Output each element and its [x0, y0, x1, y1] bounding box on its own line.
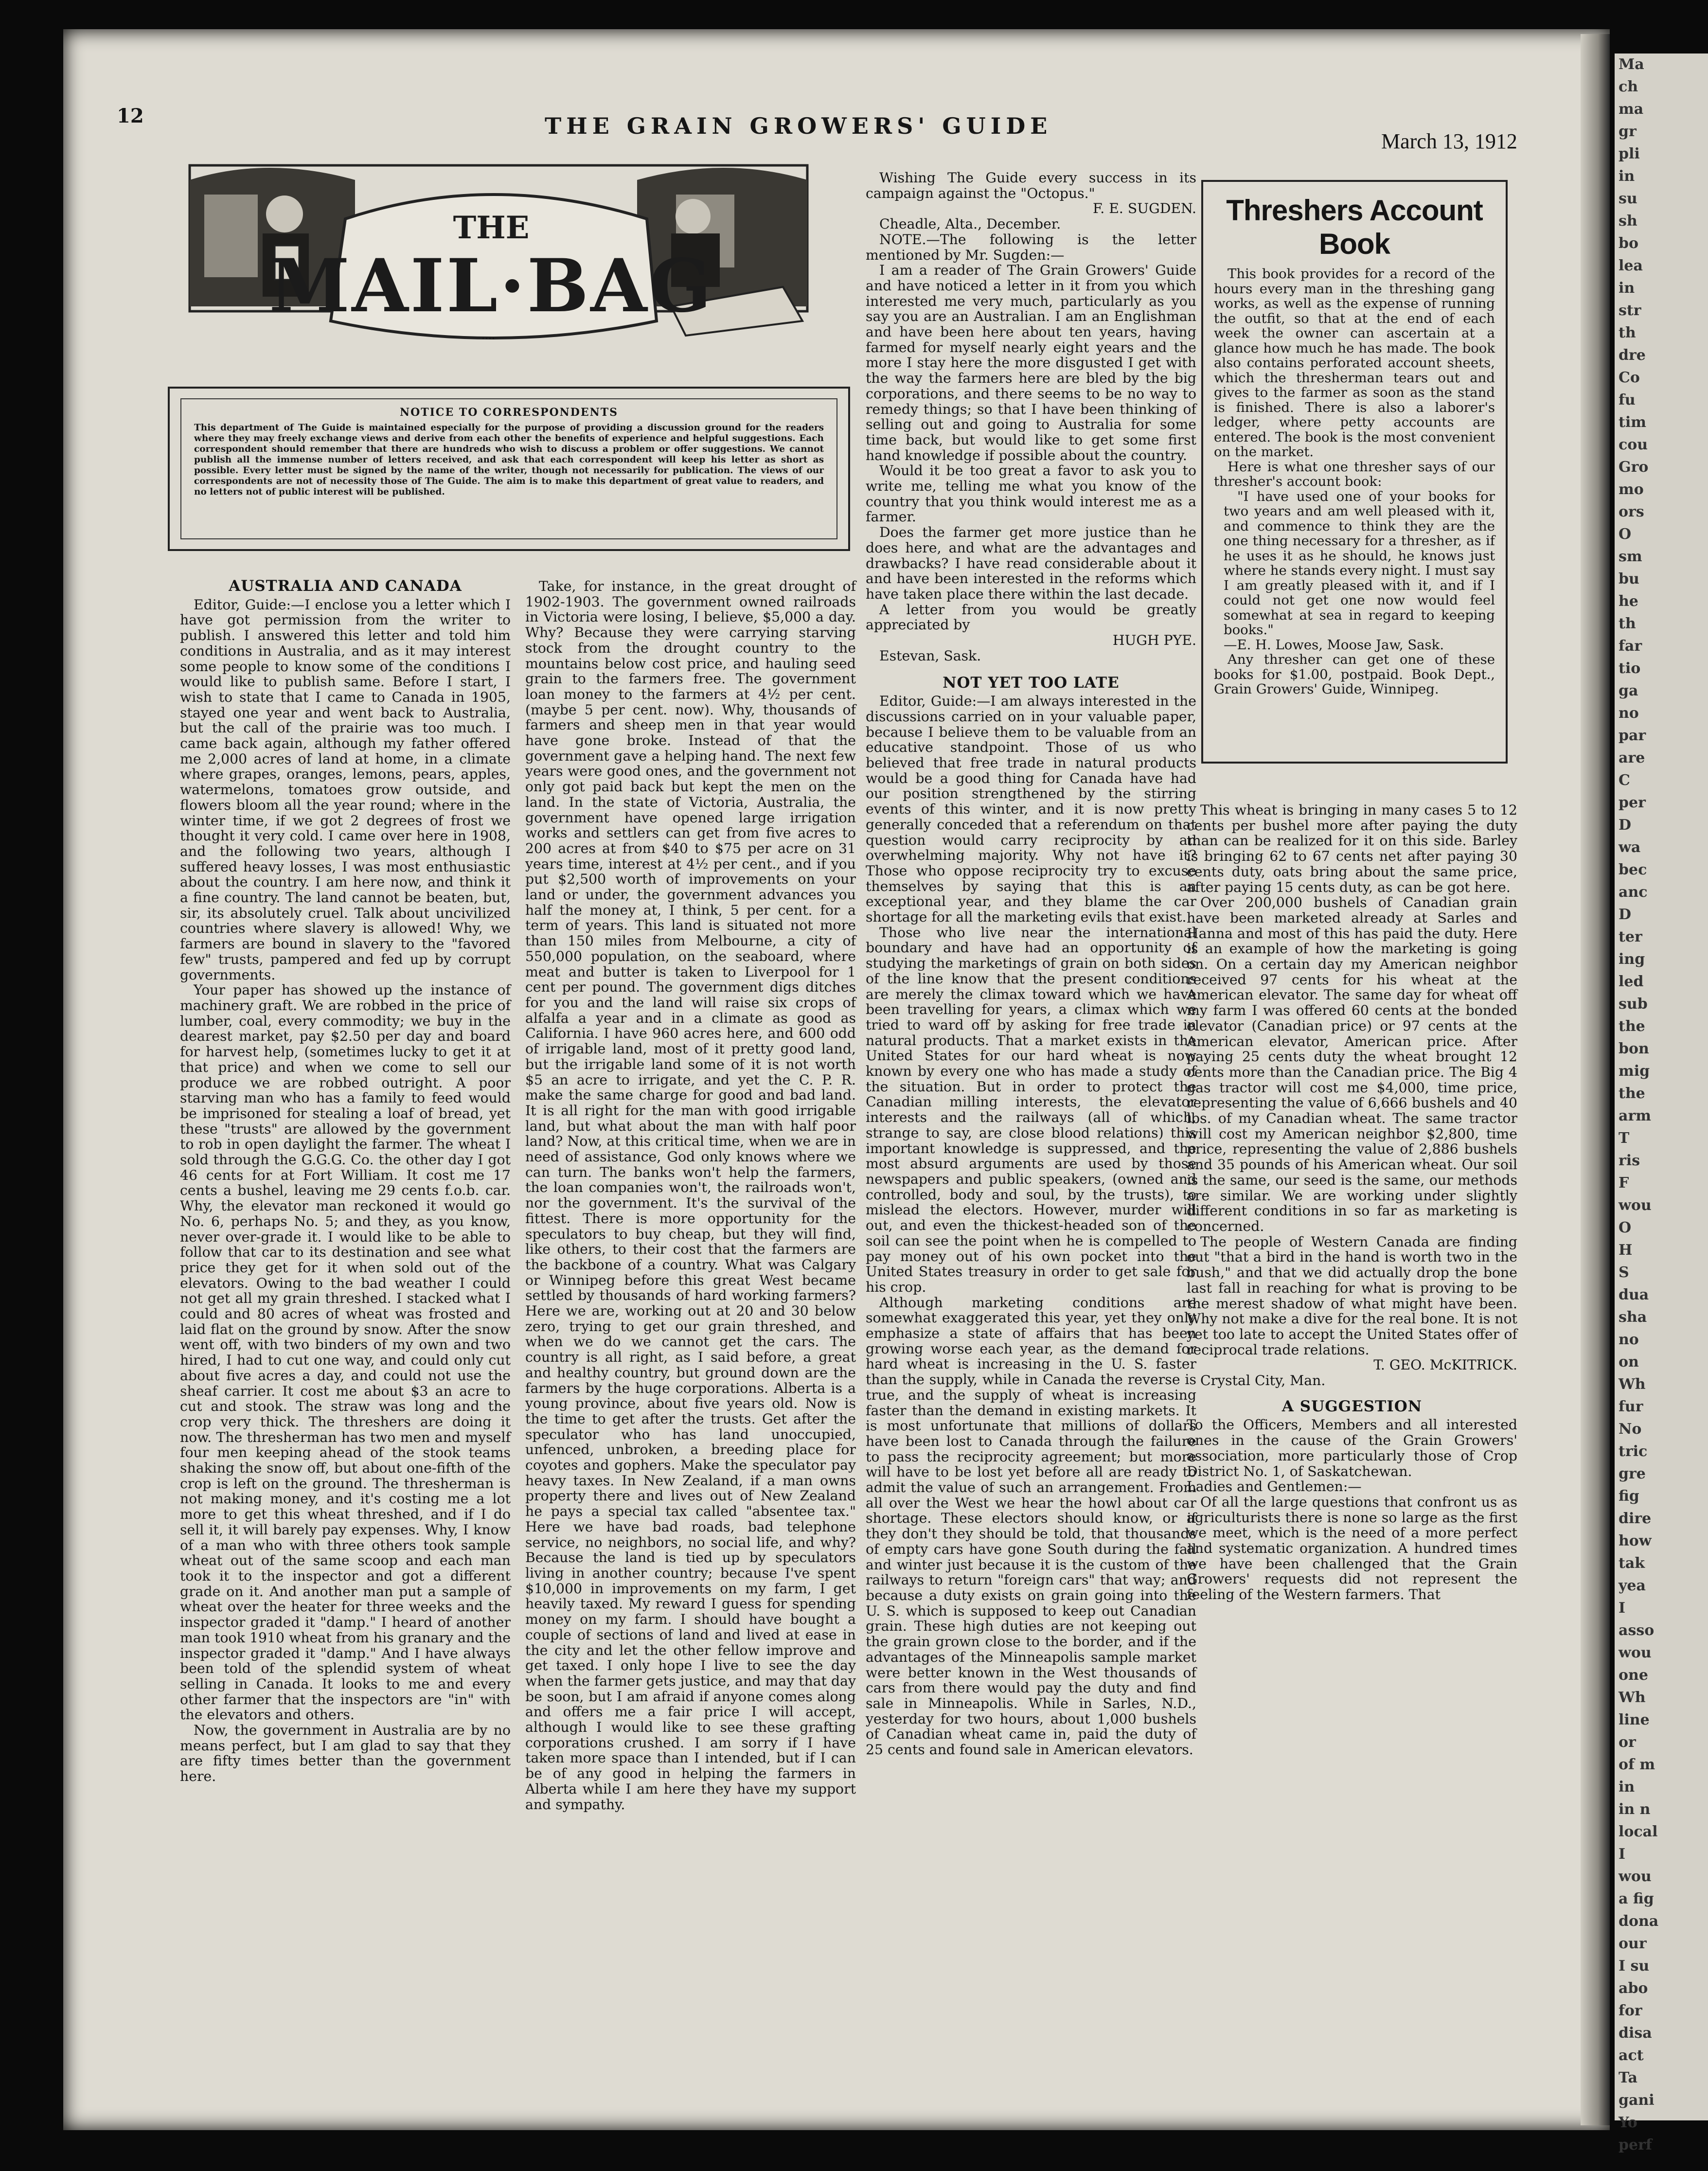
ad-testimonial: "I have used one of your books for two years and am well pleased with it, and commence to think they are the one thing necessary for a thresher, as if he uses it as he should, he knows just where he stands every night. I must say I am greatly pleased with it, and if I could not get one now would feel somewhat at sea in regard to keeping books."	[1224, 488, 1495, 638]
article-paragraph: Editor, Guide:—I am always interested in the discussions carried on in your valuable paper, because I believe them to be valuable from an educative standpoint. Those of us who believed that free trade in natural products would be a good thing for Canada have had our position strengthened by the stirring events of this winter, and it is now pretty generally conceded that a referendum on that question would carry reciprocity by an overwhelming majority. Why not have it? Those who oppose reciprocity try to excuse themselves by saying that this is an exceptional year, and they blame the car shortage for all the marketing evils that exist.	[866, 693, 1196, 925]
notice-text: This department of The Guide is maintained especially for the purpose of providing a discussion ground for the readers where they may freely exchange views and derive from each other the benefits of experience and helpful suggestions. Each correspondent should remember that there are hundreds who wish to discuss a problem or offer suggestions. We cannot publish all the immense number of letters received, and ask that each correspondent will keep his letter as short as possible. Every letter must be signed by the name of the writer, though not necessarily for publication. The views of our correspondents are not of necessity those of The Guide. The aim is to make this department of great value to readers, and no letters not of public interest will be published.	[194, 423, 824, 497]
suggestion-salutation: To the Officers, Members and all interested ones in the cause of the Grain Growers' association, more particularly those of Crop District No. 1, of Saskatchewan.	[1187, 1417, 1517, 1479]
article-paragraph: Wishing The Guide every success in its campaign against the "Octopus."	[866, 170, 1196, 201]
notice-heading: NOTICE TO CORRESPONDENTS	[400, 406, 618, 419]
column-3	[866, 170, 1196, 1758]
article-paragraph: Editor, Guide:—I enclose you a letter which I have got permission from the writer to publish. I answered this letter and told him conditions in Australia, and as it may interest some people to know some of the conditions I would like to publish same. Before I start, I wish to state that I came to Canada in 1905, stayed one year and went back to Australia, but the call of the prairie was too much. I came back again, although my father offered me 2,000 acres of land at home, in a climate where grapes, oranges, lemons, pears, apples, watermelons, tomatoes grow outside, and flowers bloom all the year round; where in the winter time, if we got 2 degrees of frost we thought it very cold. I came over here in 1908, and the following two years, although I suffered heavy losses, I was most enthusiastic about the country. I am here now, and think it a fine country. The land cannot be beaten, but, sir, its absolutely cruel. Talk about uncivilized countries where slavery is allowed! Why, we farmers are bound in slavery to the "favored few" trusts, pampered and fed up by corrupt governments.	[180, 596, 511, 983]
note-paragraph: A letter from you would be greatly appreciated by	[866, 601, 1196, 633]
ad-paragraph: Here is what one thresher says of our thresher's account book:	[1214, 459, 1495, 489]
ad-title: Threshers Account Book	[1226, 194, 1483, 260]
article-paragraph: Although marketing conditions are somewhat exaggerated this year, yet they only emphasize a state of affairs that has been growing worse each year, as the demand for hard wheat is increasing in the U. S. faster than the supply, while in Canada the reverse is true, and the supply of wheat is increasing faster than the demand in existing markets. It is most unfortunate that millions of dollars have been lost to Canada through the failure to pass the reciprocity agreement; but more will have to be lost yet before all are ready to admit the value of such an arrangement. From all over the West we hear the howl about car shortage. These electors should know, or if they don't they should be told, that thousands of empty cars have gone South during the fall and winter just because it is the custom of the railways to return "foreign cars" that way; and because a duty exists on grain going into the U. S. which is supposed to keep out Canadian grain. These high duties are not keeping out the grain grown close to the border, and if the advantages of the Minneapolis sample market were better known in the West thousands of cars from there would pay the duty and find sale in Minneapolis. While in Sarles, N.D., yesterday for two hours, about 1,000 bushels of Canadian wheat came in, paid the duty of 25 cents and found sale in American elevators.	[866, 1294, 1196, 1758]
adjacent-page-text: Ma ch ma gr pli in su sh bo lea in str th dre Co fu tim cou Gro mo ors O sm bu he th far tio ga no par are C per D wa bec anc D ter ing led sub the bon mig the arm T ris F wou O H S dua sha no on Wh fur No tric gre fig dire how tak yea I asso wou one Wh line or of m in in n local I wou a fig dona our I su abo for disa act Ta gani Yo perf	[1619, 56, 1659, 2153]
column-1	[180, 579, 511, 1784]
column-4	[1187, 802, 1517, 1602]
article-paragraph: Your paper has showed up the instance of machinery graft. We are robbed in the price of lumber, coal, every commodity; we buy in the dearest market, pay $2.50 per day and board for harvest help, (sometimes lucky to get it at that price) and when we come to sell our produce we are robbed outright. A poor starving man who has a family to feed would be imprisoned for stealing a loaf of bread, yet these "trusts" are allowed by the government to rob in open daylight the farmer. The wheat I sold through the G.G.G. Co. the other day I got 46 cents for at Fort William. It cost me 17 cents a bushel, leaving me 29 cents f.o.b. car. Why, the elevator man reckoned it would go No. 6, perhaps No. 5; and they, as you know, never over-grade it. I would like to be able to follow that car to its destination and see what price they get for it when sold out of the elevators. Owing to the bad weather I could not get all my grain threshed. I stacked what I could and 80 acres of wheat was frosted and laid flat on the ground by snow. After the snow went off, with two binders of my own and two hired, I had to cut one way, and could only cut about five acres a day, and could not use the sheaf carrier. It cost me about $3 an acre to cut and stook. The straw was long and the crop very thick. The threshers are doing it now. The thresherman has two men and myself four men keeping ahead of the stook teams shaking the snow off, but about one-fifth of the crop is left on the ground. The thresherman is not making money, and it's costing me a lot more to get this wheat threshed, and if I do sell it, it will barely pay expenses. Why, I know of a man who with three others took sample wheat out of the same scoop and each man took it to the inspector and got a different grade on it. And another man put a sample of wheat over the heater for three weeks and the inspector graded it "damp." I heard of another man took 1910 wheat from his granary and the inspector graded it "damp." And I have always been told of the splendid system of wheat selling in Canada. It looks to me and every other farmer that the inspectors are "in" with the elevators and others.	[180, 982, 511, 1723]
article-paragraph: Take, for instance, in the great drought of 1902-1903. The government owned railroads in Victoria were losing, I believe, $5,000 a day. Why? Because they were carrying starving stock from the drought country to the mountains below cost price, and hauling seed grain to the farmers free. The government loan money to the farmers at 4½ per cent. (maybe 5 per cent. now). Why, thousands of farmers and sheep men in that year would have gone broke. Instead of that the government gave a helping hand. The next few years were good ones, and the government not only got paid back but kept the men on the land. In the state of Victoria, Australia, the government have opened large irrigation works and settlers can get from five acres to 200 acres at from $40 to $75 per acre on 31 years time, interest at 4½ per cent., and if you put $2,500 worth of improvements on your land or under, the government advances you half the money at, I think, 5 per cent. for a term of years. This land is situated not more than 150 miles from Melbourne, a city of 550,000 population, on the seaboard, where meat and butter is taken to Liverpool for 1 cent per pound. The government digs ditches for you and the land will raise six crops of alfalfa a year and in a climate as good as California. I have 960 acres here, and 600 odd of irrigable land, most of it pretty good land, but the irrigable land some of it is not worth $5 an acre to irrigate, and yet the C. P. R. make the same charge for good and bad land. It is all right for the man with good irrigable land, but what about the man with half poor land? Now, at this critical time, when we are in need of assistance, God only knows where we can turn. The banks won't help the farmers, the loan companies won't, the railroads won't, nor the government. It's the survival of the fittest. There is more opportunity for the speculators to buy cheap, but they will find, like others, to their cost that the farmers are the backbone of a country. What was Calgary or Winnipeg before this great West became settled by thousands of hard working farmers? Here we are, working out at 20 and 30 below zero, trying to get our grain threshed, and when we do we cannot get the cars. The country is all right, as I said before, a great and healthy country, but ground down are the farmers by the huge corporations. Alberta is a young province, about five years old. Now is the time to get after the trusts. Get after the speculator who has land unoccupied, unfenced, unbroken, a breeding place for coyotes and gophers. Make the speculator pay heavy taxes. In New Zealand, if a man owns property there and lives out of New Zealand he pays a special tax called "absentee tax." Here we have bad roads, bad telephone service, no neighbors, no social life, and why? Because the land is tied up by speculators living in another country; because I've spent $10,000 in improvements on my farm, I get heavily taxed. My reward I guess for spending money on my farm. I should have bought a couple of sections of land and lived at ease in the city and let the other fellow improve and get taxed. I only hope I live to see the day when the farmer gets justice, and may that day be soon, but I am afraid if anyone comes along and offers me a fair price I will accept, although I would like to see these grafting corporations crushed. I am sorry if I have taken more space than I intended, but if I can be of any good in helping the farmers in Alberta while I am here they have my support and sympathy.	[525, 578, 856, 1813]
article-location: Cheadle, Alta., December.	[879, 216, 1061, 232]
note-paragraph: I am a reader of The Grain Growers' Guide and have noticed a letter in it from you which interested me very much, particularly as you say you are an Australian. I am an Englishman and have been here about ten years, having farmed for myself nearly eight years and the more I stay here the more disgusted I get with the way the farmers here are bled by the big corporations, and there seems to be no way to remedy things; so that I have been thinking of selling out and going to Australia for some time back, but would like to get some first hand knowledge if possible about the country.	[866, 262, 1196, 463]
article-body-clip	[866, 693, 1196, 1758]
suggestion-greeting: Ladies and Gentlemen:—	[1187, 1478, 1362, 1495]
masthead-title-top: THE	[453, 210, 530, 246]
note-signature: HUGH PYE.	[1112, 632, 1196, 649]
article-paragraph: Of all the large questions that confront us as agriculturists there is none so large as the first we meet, which is the need of a more perfect and systematic organization. A hundred times we have been challenged that the Grain Growers' requests did not represent the feeling of the Western farmers. That	[1187, 1494, 1517, 1603]
page-gutter	[1581, 34, 1610, 2125]
note-paragraph: Does the farmer get more justice than he does here, and what are the advantages and drawbacks? I have read considerable about it and have been interested in the reforms which have taken place there within the last decade.	[866, 524, 1196, 602]
article-paragraph: Those who live near the international boundary and have had an opportunity of studying the marketings of grain on both sides of the line know that the present conditions are merely the climax toward which we have been travelling for years, a climax which we tried to ward off by asking for free trade in natural products. That a market exists in the United States for our hard wheat is now known by every one who has made a study of the situation. But in order to protect the Canadian milling interests, the elevator interests and the railways (all of which, strange to say, are close blood relations) this important knowledge is suppressed, and the most absurd arguments are used by those newspapers and public speakers, (owned and controlled, body and soul, by the trusts), to mislead the electors. However, murder will out, and even the thickest-headed son of the soil can see the point when he is compelled to pay money out of his own pocket into the United States treasury in order to get sale for his crop.	[866, 924, 1196, 1295]
ad-paragraph: Any thresher can get one of these books for $1.00, postpaid. Book Dept., Grain Growers' Guide, Winnipeg.	[1214, 652, 1495, 697]
ad-testimonial-signature: —E. H. Lowes, Moose Jaw, Sask.	[1224, 637, 1444, 653]
article-paragraph: Now, the government in Australia are by no means perfect, but I am glad to say that they are fifty times better than the government here.	[180, 1722, 511, 1785]
issue-date: March 13, 1912	[1381, 129, 1517, 153]
masthead-title-main: MAIL·BAG	[269, 243, 713, 329]
page-number: 12	[117, 105, 144, 127]
article-title-suggestion: A SUGGESTION	[1281, 1397, 1423, 1415]
article-title-australia: AUSTRALIA AND CANADA	[229, 577, 462, 595]
article-signature: F. E. SUGDEN.	[1093, 200, 1196, 217]
column-2	[525, 579, 856, 2116]
notice-box	[168, 387, 850, 551]
masthead-illustration	[170, 160, 822, 365]
article-paragraph: Over 200,000 bushels of Canadian grain have been marketed already at Sarles and Hanna and most of this has paid the duty. Here is an example of how the marketing is going on. On a certain day my American neighbor received 97 cents for his wheat at the American elevator. The same day for wheat off my farm I was offered 60 cents at the bonded elevator (Canadian price) or 97 cents at the American elevator, American price. After paying 25 cents duty the wheat brought 12 cents more than the Canadian price. The Big 4 gas tractor will cost me $4,000, time price, representing the value of 6,666 bushels and 40 lbs. of my Canadian wheat. The same tractor will cost my American neighbor $2,800, time price, representing the value of 2,886 bushels and 35 pounds of his American wheat. Our soil is the same, our seed is the same, our methods are similar. We are working under slightly different conditions in so far as marketing is concerned.	[1187, 894, 1517, 1234]
article-paragraph: This wheat is bringing in many cases 5 to 12 cents per bushel more after paying the duty than can be realized for it on this side. Barley is bringing 62 to 67 cents net after paying 30 cents duty, oats bring about the same price, after paying 15 cents duty, as can be got here.	[1187, 802, 1517, 895]
journal-title: THE GRAIN GROWERS' GUIDE	[545, 113, 1052, 139]
ad-paragraph: This book provides for a record of the hours every man in the threshing gang works, as well as the expense of running the outfit, so that at the end of each week the owner can ascertain at a glance how much he has made. The book also contains perforated account sheets, which the thresherman tears out and gives to the farmer as soon as the stand is finished. There is also a laborer's ledger, where petty accounts are entered. The book is the most convenient on the market.	[1214, 266, 1495, 460]
threshers-account-book-ad	[1201, 180, 1508, 764]
note-location: Estevan, Sask.	[879, 647, 981, 664]
note-paragraph: Would it be too great a favor to ask you to write me, telling me what you know of the country that you think would interest me as a farmer.	[866, 463, 1196, 525]
article-paragraph: The people of Western Canada are finding out "that a bird in the hand is worth two in the bush," and that we did actually drop the bone last fall in reaching for what is proving to be the merest shadow of what might have been. Why not make a dive for the real bone. It is not yet too late to accept the United States offer of reciprocal trade relations.	[1187, 1233, 1517, 1358]
article-location: Crystal City, Man.	[1200, 1372, 1326, 1389]
masthead-caption: ....	[481, 330, 495, 342]
note-paragraph: NOTE.—The following is the letter mentioned by Mr. Sugden:—	[866, 231, 1196, 263]
adjacent-page-edge	[1615, 53, 1708, 2153]
article-signature: T. GEO. McKITRICK.	[1373, 1357, 1517, 1373]
article-title-not-yet-too-late: NOT YET TOO LATE	[943, 674, 1120, 692]
mail-bag-masthead	[170, 160, 822, 365]
